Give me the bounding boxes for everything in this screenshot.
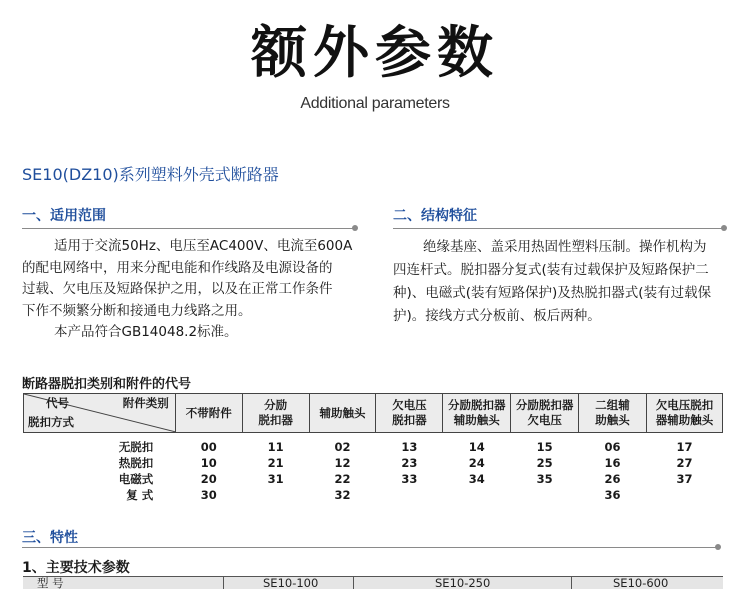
code-cell: 31	[267, 472, 284, 486]
code-cell: 27	[676, 456, 693, 470]
table-row	[24, 455, 723, 471]
spec-divider	[353, 577, 354, 589]
structure-line: 四连杆式。脱扣器分复式(装有过载保护及短路保护二	[393, 262, 709, 278]
code-cell	[647, 487, 723, 503]
section-features-rule	[22, 547, 718, 548]
scope-line: 的配电网络中，用来分配电能和作线路及电源设备的	[22, 259, 333, 276]
code-cell	[443, 487, 511, 503]
section-structure-rule	[393, 228, 725, 229]
corner-label-accessory: 附件类别	[122, 396, 169, 410]
code-cell: 32	[334, 488, 351, 502]
spec-model-250: SE10-250	[435, 576, 491, 590]
code-cell: 25	[536, 456, 553, 470]
code-cell: 23	[401, 456, 418, 470]
spec-model-label: 型 号	[37, 576, 64, 590]
row-label: 热脱扣	[118, 456, 154, 470]
spec-table-header	[23, 576, 723, 589]
table-row	[24, 439, 723, 455]
scope-line: 过载、欠电压及短路保护之用，以及在正常工作条件	[22, 281, 333, 297]
column-header: 辅助触头	[309, 394, 376, 433]
code-cell	[511, 487, 579, 503]
code-cell: 20	[200, 472, 217, 486]
table-row	[24, 487, 723, 503]
row-label: 电磁式	[118, 472, 154, 486]
column-header: 欠电压 脱扣器	[376, 394, 443, 433]
code-cell: 37	[676, 472, 693, 486]
code-cell: 13	[401, 440, 418, 454]
code-cell: 30	[200, 488, 217, 502]
column-header: 二组辅 助触头	[579, 394, 647, 433]
page-subtitle: Additional parameters	[300, 95, 450, 112]
scope-line: 适用于交流50Hz、电压至AC400V、电流至600A	[54, 238, 353, 254]
spec-model-600: SE10-600	[613, 576, 669, 590]
code-cell: 36	[604, 488, 621, 502]
section-structure-text	[393, 236, 733, 328]
spec-sub-heading: 1、主要技术参数	[22, 560, 130, 576]
code-cell: 35	[536, 472, 553, 486]
column-header: 欠电压脱扣 器辅助触头	[647, 394, 723, 433]
row-label: 无脱扣	[118, 440, 154, 454]
section-scope-heading: 一、适用范围	[22, 208, 106, 224]
column-header: 分励脱扣器 辅助触头	[443, 394, 511, 433]
code-cell: 12	[334, 456, 351, 470]
code-cell: 14	[468, 440, 485, 454]
code-cell	[376, 487, 443, 503]
section-structure-rule-dot	[721, 225, 727, 231]
structure-line: 绝缘基座、盖采用热固性塑料压制。操作机构为	[423, 239, 707, 255]
column-header: 分励脱扣器 欠电压	[511, 394, 579, 433]
corner-label-trip: 脱扣方式	[28, 415, 74, 429]
section-scope-rule	[22, 228, 354, 229]
section-scope-rule-dot	[352, 225, 358, 231]
structure-line: 护)。接线方式分板前、板后两种。	[393, 308, 601, 324]
code-cell: 17	[676, 440, 693, 454]
scope-line: 下作不频繁分断和接通电力线路之用。	[22, 302, 252, 319]
structure-line: 种)、电磁式(装有短路保护)及热脱扣器式(装有过载保	[393, 285, 712, 301]
spec-divider	[571, 577, 572, 589]
code-cell: 16	[604, 456, 621, 470]
table-row	[24, 471, 723, 487]
section-scope-text	[22, 236, 362, 344]
section-features-heading: 三、特性	[22, 530, 78, 546]
page-title: 额外参数	[251, 21, 499, 86]
column-header: 不带附件	[175, 394, 242, 433]
spec-model-100: SE10-100	[263, 576, 319, 590]
row-label: 复 式	[126, 488, 154, 502]
code-cell: 15	[536, 440, 553, 454]
spec-divider	[223, 577, 224, 589]
column-header: 分励 脱扣器	[242, 394, 309, 433]
code-cell: 10	[200, 456, 217, 470]
code-cell: 02	[334, 440, 351, 454]
code-cell: 26	[604, 472, 621, 486]
code-cell: 22	[334, 472, 351, 486]
product-name: SE10(DZ10)系列塑料外壳式断路器	[22, 165, 279, 184]
code-cell: 11	[267, 440, 284, 454]
section-structure-heading: 二、结构特征	[393, 208, 477, 224]
code-table-corner-cell	[24, 394, 176, 433]
section-features-rule-dot	[715, 544, 721, 550]
code-cell: 24	[468, 456, 485, 470]
corner-label-code: 代号	[46, 396, 69, 410]
code-table-title: 断路器脱扣类别和附件的代号	[22, 377, 192, 392]
code-cell	[242, 487, 309, 503]
code-cell: 21	[267, 456, 284, 470]
code-cell: 00	[200, 440, 217, 454]
code-cell: 06	[604, 440, 621, 454]
scope-line: 本产品符合GB14048.2标准。	[54, 324, 238, 340]
code-table	[23, 393, 723, 503]
code-cell: 34	[468, 472, 485, 486]
code-cell: 33	[401, 472, 418, 486]
code-table-header-row	[24, 394, 723, 433]
